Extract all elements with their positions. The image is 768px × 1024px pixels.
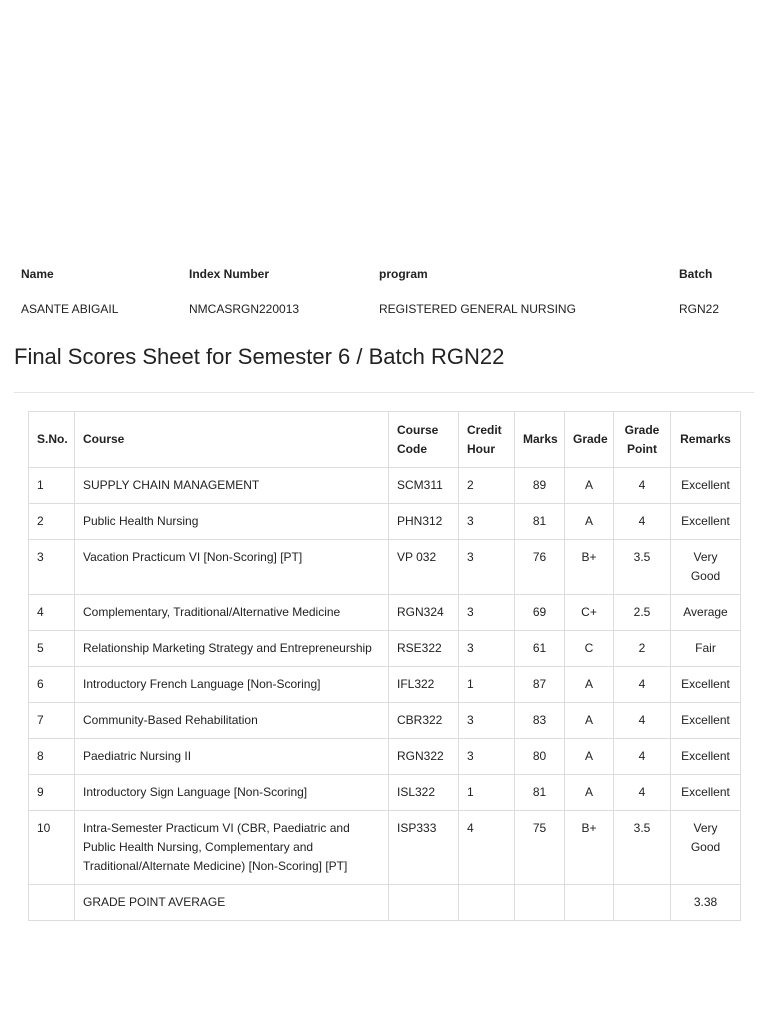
table-row (29, 739, 741, 775)
grade-point-cell: 3.5 (614, 811, 671, 885)
sno-cell: 8 (29, 739, 75, 775)
table-row (29, 631, 741, 667)
student-info-table (0, 256, 768, 326)
grade-cell: C (565, 631, 614, 667)
table-row (29, 468, 741, 504)
sno-cell: 4 (29, 595, 75, 631)
remarks-cell: Excellent (671, 739, 741, 775)
index-number-header: Index Number (189, 267, 270, 281)
grade-cell: B+ (565, 811, 614, 885)
course-header: Course (75, 412, 389, 468)
page-title: Final Scores Sheet for Semester 6 / Batch RGN22 (14, 344, 505, 369)
empty-cell (565, 885, 614, 921)
table-row (29, 504, 741, 540)
course-code-cell: IFL322 (389, 667, 459, 703)
grade-point-cell: 2.5 (614, 595, 671, 631)
course-code-header: Course Code (389, 412, 459, 468)
grade-point-cell: 3.5 (614, 540, 671, 595)
course-code-cell: SCM311 (389, 468, 459, 504)
grade-cell: B+ (565, 540, 614, 595)
table-row (29, 667, 741, 703)
remarks-cell: Excellent (671, 504, 741, 540)
empty-cell (389, 885, 459, 921)
scores-table (28, 411, 741, 921)
grade-point-cell: 4 (614, 468, 671, 504)
table-row (29, 775, 741, 811)
course-cell: Public Health Nursing (75, 504, 389, 540)
sno-cell: 6 (29, 667, 75, 703)
grade-header: Grade (565, 412, 614, 468)
course-cell: Relationship Marketing Strategy and Entrepreneurship (75, 631, 389, 667)
sno-cell: 7 (29, 703, 75, 739)
credit-hour-cell: 3 (459, 631, 515, 667)
table-row (29, 595, 741, 631)
sno-cell: 3 (29, 540, 75, 595)
course-code-cell: PHN312 (389, 504, 459, 540)
marks-cell: 61 (515, 631, 565, 667)
grade-cell: A (565, 739, 614, 775)
course-code-cell: RSE322 (389, 631, 459, 667)
remarks-cell: Average (671, 595, 741, 631)
program-header: program (379, 267, 428, 281)
marks-cell: 80 (515, 739, 565, 775)
gpa-label: GRADE POINT AVERAGE (75, 885, 389, 921)
student-batch: RGN22 (679, 302, 720, 316)
course-cell: Introductory Sign Language [Non-Scoring] (75, 775, 389, 811)
table-row (29, 540, 741, 595)
sno-cell: 2 (29, 504, 75, 540)
course-cell: Paediatric Nursing II (75, 739, 389, 775)
remarks-cell: Fair (671, 631, 741, 667)
course-cell: Introductory French Language [Non-Scoring] (75, 667, 389, 703)
gpa-value: 3.38 (671, 885, 741, 921)
remarks-cell: Excellent (671, 775, 741, 811)
credit-hour-cell: 3 (459, 504, 515, 540)
table-row (29, 811, 741, 885)
grade-cell: A (565, 775, 614, 811)
empty-cell (515, 885, 565, 921)
course-code-cell: RGN324 (389, 595, 459, 631)
remarks-cell: Excellent (671, 703, 741, 739)
marks-cell: 76 (515, 540, 565, 595)
grade-point-cell: 4 (614, 667, 671, 703)
grade-point-cell: 4 (614, 739, 671, 775)
marks-cell: 75 (515, 811, 565, 885)
table-row (29, 703, 741, 739)
course-code-cell: ISP333 (389, 811, 459, 885)
credit-hour-cell: 3 (459, 703, 515, 739)
grade-point-cell: 4 (614, 703, 671, 739)
credit-hour-cell: 3 (459, 540, 515, 595)
grade-point-cell: 2 (614, 631, 671, 667)
grade-cell: A (565, 468, 614, 504)
marks-cell: 69 (515, 595, 565, 631)
empty-cell (459, 885, 515, 921)
student-program: REGISTERED GENERAL NURSING (379, 302, 576, 316)
course-code-cell: CBR322 (389, 703, 459, 739)
credit-hour-cell: 3 (459, 739, 515, 775)
sno-cell: 9 (29, 775, 75, 811)
course-cell: Intra-Semester Practicum VI (CBR, Paediatric and Public Health Nursing, Complementary and Traditional/Alternate Medicine) [Non-Scoring] [PT] (75, 811, 389, 885)
remarks-cell: Excellent (671, 468, 741, 504)
course-code-cell: ISL322 (389, 775, 459, 811)
scores-header-row (29, 412, 741, 468)
course-code-cell: VP 032 (389, 540, 459, 595)
marks-cell: 81 (515, 504, 565, 540)
sno-header: S.No. (29, 412, 75, 468)
sno-cell: 5 (29, 631, 75, 667)
sno-cell: 10 (29, 811, 75, 885)
grade-cell: A (565, 703, 614, 739)
remarks-cell: Excellent (671, 667, 741, 703)
student-info-row (0, 292, 768, 326)
remarks-header: Remarks (671, 412, 741, 468)
name-header: Name (21, 267, 54, 281)
batch-header: Batch (679, 267, 713, 281)
course-cell: Vacation Practicum VI [Non-Scoring] [PT] (75, 540, 389, 595)
grade-point-header: Grade Point (614, 412, 671, 468)
empty-cell (614, 885, 671, 921)
empty-cell (29, 885, 75, 921)
course-cell: Community-Based Rehabilitation (75, 703, 389, 739)
credit-hour-cell: 1 (459, 667, 515, 703)
grade-point-cell: 4 (614, 504, 671, 540)
grade-cell: A (565, 667, 614, 703)
remarks-cell: Very Good (671, 540, 741, 595)
scores-body (29, 468, 741, 921)
grade-cell: C+ (565, 595, 614, 631)
credit-hour-cell: 3 (459, 595, 515, 631)
credit-hour-cell: 4 (459, 811, 515, 885)
grade-point-cell: 4 (614, 775, 671, 811)
gpa-row (29, 885, 741, 921)
credit-hour-header: Credit Hour (459, 412, 515, 468)
course-cell: Complementary, Traditional/Alternative Medicine (75, 595, 389, 631)
credit-hour-cell: 2 (459, 468, 515, 504)
title-divider (14, 392, 754, 393)
student-info-header-row (0, 256, 768, 292)
sno-cell: 1 (29, 468, 75, 504)
marks-cell: 81 (515, 775, 565, 811)
student-name: ASANTE ABIGAIL (21, 302, 119, 316)
course-code-cell: RGN322 (389, 739, 459, 775)
marks-cell: 89 (515, 468, 565, 504)
remarks-cell: Very Good (671, 811, 741, 885)
student-index-number: NMCASRGN220013 (189, 302, 300, 316)
marks-cell: 87 (515, 667, 565, 703)
marks-header: Marks (515, 412, 565, 468)
grade-cell: A (565, 504, 614, 540)
credit-hour-cell: 1 (459, 775, 515, 811)
marks-cell: 83 (515, 703, 565, 739)
course-cell: SUPPLY CHAIN MANAGEMENT (75, 468, 389, 504)
